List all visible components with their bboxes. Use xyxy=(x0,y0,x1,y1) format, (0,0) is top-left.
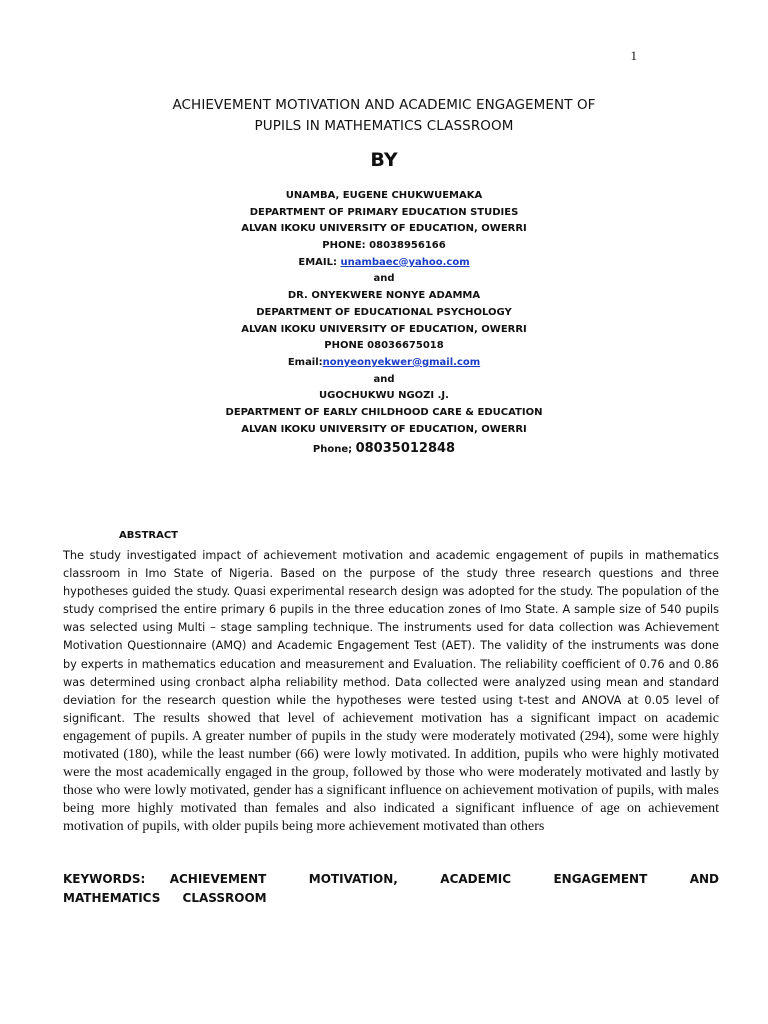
author1-name: UNAMBA, EUGENE CHUKWUEMAKA xyxy=(285,190,483,201)
author3-phone-label: Phone; xyxy=(312,444,356,456)
author2-name: DR. ONYEKWERE NONYE ADAMMA xyxy=(287,290,481,302)
title-line-2: PUPILS IN MATHEMATICS CLASSROOM xyxy=(254,118,514,134)
author1-email-link[interactable]: unambaec@yahoo.com xyxy=(340,256,470,268)
keywords-label: KEYWORDS: xyxy=(63,872,146,886)
author1-phone: PHONE: 08038956166 xyxy=(322,240,446,252)
author2-phone: PHONE 08036675018 xyxy=(324,340,444,352)
abstract-heading: ABSTRACT xyxy=(119,530,178,541)
abstract-text-part-2: The results showed that level of achievement motivation has a significant impact on academic engagement of pupils. A greater number of pupils in the study were moderately motivated (294), some were highly motivated (180), while the least number (66) were lowly motivated. In addition, pupils who were highly motivated were the most academically engaged in the group, followed by those who were moderately motivated and lastly by those who were lowly motivated, gender has a significant influence on achievement motivation of pupils, with males being more highly motivated than females and also indicated a significant influence of age on achievement motivation of pupils, with older pupils being more achievement motivated than others xyxy=(63,710,719,835)
keywords-block xyxy=(63,870,719,908)
page-number: 1 xyxy=(630,48,637,63)
title-line-1: ACHIEVEMENT MOTIVATION AND ACADEMIC ENGAGEMENT OF xyxy=(172,97,596,113)
author3-phone: 08035012848 xyxy=(355,441,456,457)
author2-email-label: Email: xyxy=(287,356,323,368)
author2-university: ALVAN IKOKU UNIVERSITY OF EDUCATION, OWERRI xyxy=(241,323,527,335)
author1-university: ALVAN IKOKU UNIVERSITY OF EDUCATION, OWERRI xyxy=(241,223,527,235)
abstract-text-part-1: The study investigated impact of achievement motivation and academic engagement of pupils in mathematics classroom in Imo State of Nigeria. Based on the purpose of the study three research questions and three hypotheses guided the study. Quasi experimental research design was adopted for the study. The population of the study comprised the entire primary 6 pupils in the three education zones of Imo State. A sample size of 540 pupils was selected using Multi – stage sampling technique. The instruments used for data collection was Achievement Motivation Questionnaire (AMQ) and Academic Engagement Test (AET). The validity of the instruments was done by experts in mathematics education and measurement and Evaluation. The reliability coefficient of 0.76 and 0.86 was determined using cronbact alpha reliability method. Data collected were analyzed using mean and standard deviation for the research question while the hypotheses were tested using t-test and ANOVA at 0.05 level of significant. xyxy=(63,549,719,725)
author2-email-link[interactable]: nonyeonyekwer@gmail.com xyxy=(322,356,481,368)
paper-title xyxy=(0,95,768,137)
and-separator-2: and xyxy=(373,373,395,385)
author3-phone-line xyxy=(0,438,768,460)
abstract-body xyxy=(63,546,719,836)
keywords-text: ACHIEVEMENT MOTIVATION, ACADEMIC ENGAGEMENT AND MATHEMATICS CLASSROOM xyxy=(63,872,719,905)
author3-university: ALVAN IKOKU UNIVERSITY OF EDUCATION, OWERRI xyxy=(241,423,527,435)
author1-email-label: EMAIL: xyxy=(298,256,341,268)
author1-department: DEPARTMENT OF PRIMARY EDUCATION STUDIES xyxy=(249,206,519,218)
author3-name: UGOCHUKWU NGOZI .J. xyxy=(319,390,449,402)
author1-email-line xyxy=(0,255,768,272)
by-heading: BY xyxy=(370,149,398,171)
author-block xyxy=(0,188,768,460)
author3-department: DEPARTMENT OF EARLY CHILDHOOD CARE & EDUCATION xyxy=(225,406,543,418)
author2-email-line xyxy=(0,355,768,372)
and-separator-1: and xyxy=(373,273,395,285)
author2-department: DEPARTMENT OF EDUCATIONAL PSYCHOLOGY xyxy=(256,306,512,318)
